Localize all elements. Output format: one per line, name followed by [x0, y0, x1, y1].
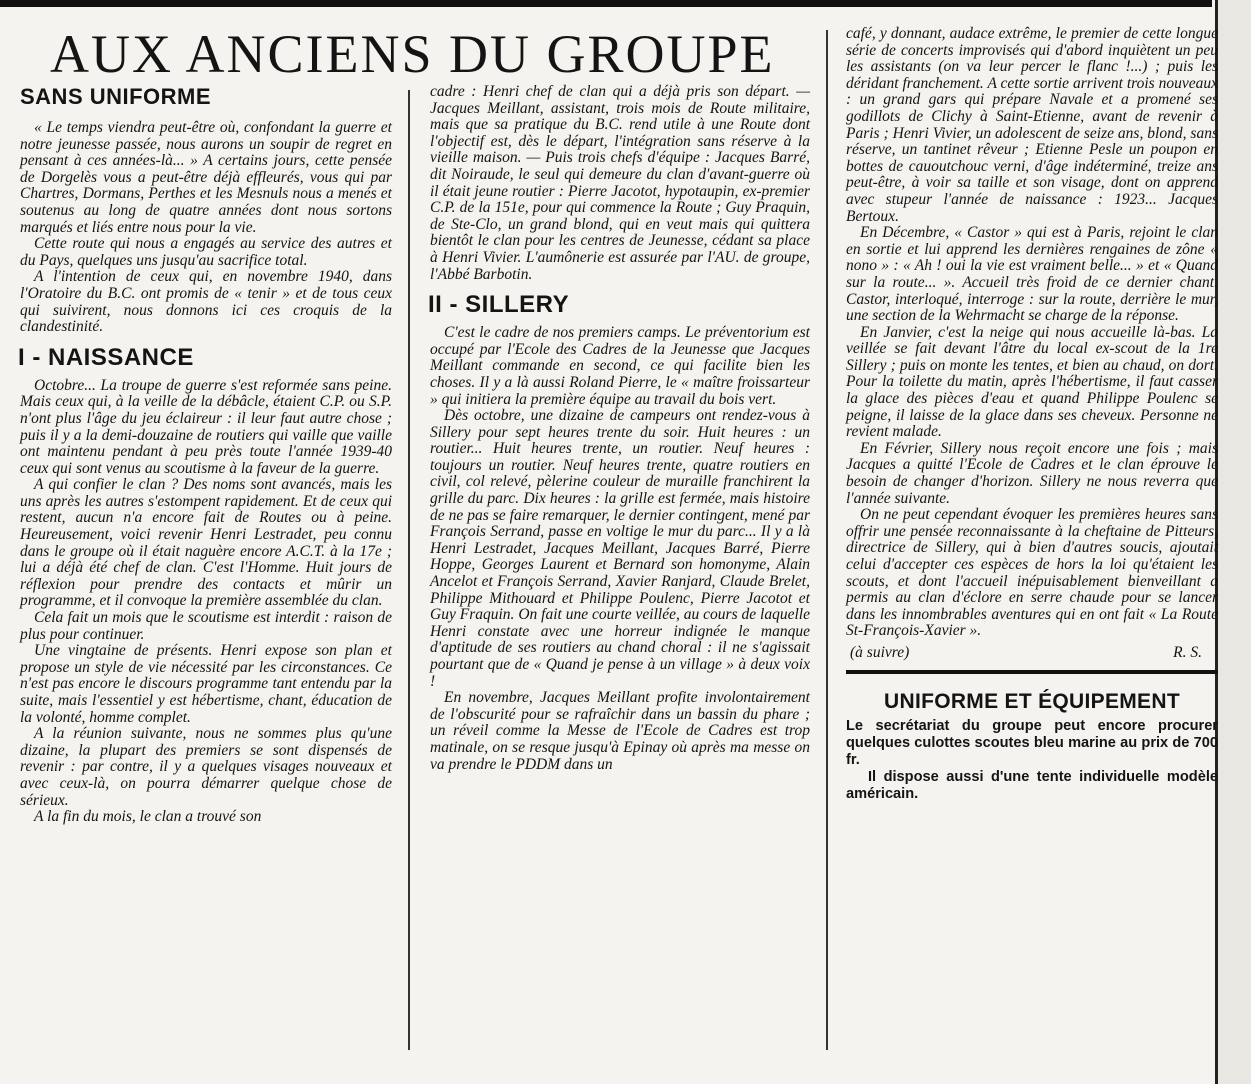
paragraph: Dès octobre, une dizaine de campeurs ont rendez-vous à Sillery pour sept heures trente du soir. Huit heures : un routier... Huit heures trente, un routier. Neuf heures : toujours un routier. Neuf heures trente, quatre routiers en civil, col relevé, pèlerine couleur de muraille franchirent la grille du parc. Dix heures : la grille est fermée, mais histoire de ne pas se faire remarquer, le dernier contingent, mené par François Serrand, passe en voltige le mur du parc... Il y a là Henri Lestradet, Jacques Meillant, Jacques Barré, Pierre Hoppe, Georges Laurent et Bernard son homonyme, Alain Ancelot et François Serrand, Xavier Ranjard, Claude Brelet, Philippe Mithouard et Philippe Poulenc, Pierre Jacotot et Guy Fraquin. On fait une courte veillée, au cours de laquelle Henri constate avec une horreur indignée le manque d'aptitude de ses routiers au chand choral : il ne s'agissait pourtant que de « Quand je pense à un village » à deux voix !	[430, 407, 810, 690]
signature-row	[850, 644, 1202, 662]
column-rule	[826, 30, 828, 1050]
paragraph: En Février, Sillery nous reçoit encore une fois ; mais Jacques a quitté l'Ecole de Cadres et le clan éprouve le besoin de changer d'horizon. Sillery ne nous reverra que l'année suivante.	[846, 439, 1218, 507]
notice-paragraph: Le secrétariat du groupe peut encore procurer quelques culottes scoutes bleu marine au prix de 700 fr.	[846, 717, 1218, 768]
paragraph: A la fin du mois, le clan a trouvé son	[34, 808, 262, 826]
top-rule	[0, 0, 1212, 7]
column-1	[20, 84, 392, 826]
paragraph: café, y donnant, audace extrême, le premier de cette longue série de concerts improvisés qui d'abord inquiètent un peu les assistants (on va leur percer le flanc !...) ; puis les déridant franchement. A cette sortie arrivent trois nouveaux : un grand gars qui prépare Navale et a promené ses godillots de Clichy à Saint-Etienne, avant de revenir à Paris ; Henri Vivier, un adolescent de seize ans, blond, sans réserve, un tantinet rêveur ; Etienne Pesle un poupon en bottes de cauoutchouc verni, d'âge indéterminé, treize ans peut-être, à voir sa taille et son visage, dont on apprend avec stupeur l'année de naissance : 1923... Jacques Bertoux.	[846, 25, 1218, 225]
section-heading-naissance: I - NAISSANCE	[18, 343, 194, 371]
paragraph: Cette route qui nous a engagés au service des autres et du Pays, quelques uns jusqu'au sacrifice total.	[20, 235, 392, 269]
notice-paragraph: Il dispose aussi d'une tente individuelle modèle américain.	[846, 768, 1218, 802]
paragraph: A qui confier le clan ? Des noms sont avancés, mais les uns après les autres s'estompent rapidement. Et de ceux qui restent, aucun n'a encore fait de Routes ou à peine. Heureusement, voici revenir Henri Lestradet, peu connu dans le groupe où il était naguère encore A.C.T. à la 17e ; lui a déjà été chef de clan. C'est l'Homme. Huit jours de réflexion pour prendre des contacts et mûrir un programme, et il convoque la première assemblée du clan.	[20, 476, 392, 610]
author-initials: R. S.	[1173, 643, 1202, 661]
paragraph: Octobre... La troupe de guerre s'est reformée sans peine. Mais ceux qui, à la veille de la débâcle, étaient C.P. ou S.P. n'ont plus l'âge du jeu éclaireur : il leur faut autre chose ; puis il y a la demi-douzaine de routiers qui vaille que vaille ont maintenu pendant à peu près toute l'année 1939-40 ceux qui sont venus au scoutisme à la faveur de la guerre.	[20, 376, 392, 477]
paragraph: En Janvier, c'est la neige qui nous accueille là-bas. La veillée se fait devant l'âtre du local ex-scout de la 1re Sillery ; puis on monte les tentes, et bien au chaud, on dort. Pour la toilette du matin, après l'hébertisme, il faut casser la glace des pièces d'eau et quand Philippe Poulenc se peigne, il laisse de la glace dans ses cheveux. Personne ne revient malade.	[846, 323, 1218, 441]
paragraph: A la réunion suivante, nous ne sommes plus qu'une dizaine, la plupart des premiers se sont dispensés de revenir : par contre, il y a quelques visages nouveaux et avec ceux-là, on pourra démarrer quelque chose de sérieux.	[20, 725, 392, 809]
paragraph: En novembre, Jacques Meillant profite involontairement de l'obscurité pour se rafraîchir dans un bassin du phare ; un réveil comme la Messe de l'Ecole de Cadres est trop matinale, on se resque jusqu'à Epinay où après ma messe on va prendre le PDDM dans un	[430, 689, 810, 773]
to-be-continued: (à suivre)	[850, 643, 910, 661]
paragraph: Une vingtaine de présents. Henri expose son plan et propose un style de vie nécessité par les circonstances. Ce n'est pas encore le discours programme tant entendu par la suite, mais l'essentiel y est hébertisme, chant, éducation de la volonté, homme complet.	[20, 642, 392, 726]
notice-title: UNIFORME ET ÉQUIPEMENT	[884, 689, 1180, 713]
paragraph: Cela fait un mois que le scoutisme est interdit : raison de plus pour continuer.	[20, 609, 392, 643]
section-heading-sans-uniforme: SANS UNIFORME	[20, 84, 212, 109]
page-edge	[1215, 0, 1251, 1084]
column-rule	[408, 90, 410, 1050]
paragraph: A l'intention de ceux qui, en novembre 1940, dans l'Oratoire du B.C. ont promis de « tenir » et de tous ceux qui suivirent, nous donnons ici ces croquis de la clandestinité.	[20, 268, 392, 336]
paragraph: En Décembre, « Castor » qui est à Paris, rejoint le clan en sortie et lui apprend les dernières rengaines de zône « nono » : « Ah ! oui la vie est vraiment belle... » et « Quand sur la route... ». Accueil très froid de ce dernier chant. Castor, interloqué, interroge : sur la route, derrière le mur, une section de la Wehrmacht se charge de la réponse.	[846, 224, 1218, 325]
article-title: AUX ANCIENS DU GROUPE	[50, 24, 775, 84]
box-rule	[846, 670, 1218, 674]
paragraph: cadre : Henri chef de clan qui a déjà pris son départ. — Jacques Meillant, assistant, trois mois de Route militaire, mais que sa pratique du B.C. rend utile à une Route dont l'objectif est, dès le départ, l'intégration sans réserve à la vieille maison. — Puis trois chefs d'équipe : Jacques Barré, dit Noiraude, le seul qui demeure du clan d'avant-guerre où il était jeune routier : Pierre Jacotot, hypotaupin, ex-premier C.P. de la 151e, pour qui commence la Route ; Guy Praquin, de Ste-Clo, un grand blond, qui en veut mais qui quittera bientôt le clan pour les centres de Jeunesse, cédant sa place à Henri Vivier. L'aumônerie est assurée par l'AU. de groupe, l'Abbé Barbotin.	[430, 83, 810, 283]
section-heading-sillery: II - SILLERY	[428, 291, 570, 319]
paragraph: « Le temps viendra peut-être où, confondant la guerre et notre jeunesse passée, nous aurons un soupir de regret en pensant à ces années-là... » A certains jours, cette pensée de Dorgelès vous a peut-être déjà effleurés, vous qui par Chartres, Dormans, Perthes et les Mesnuls nous a menés et soutenus au long de quatre années dont nous sortons marqués et liés entre nous pour la vie.	[20, 119, 392, 236]
paragraph: C'est le cadre de nos premiers camps. Le préventorium est occupé par l'Ecole des Cadres de la Jeunesse que Jacques Meillant commande en second, ce qui facilite bien les choses. Il y a là aussi Roland Pierre, le « maître froissarteur » qui initiera la première équipe au travail du bois vert.	[430, 324, 810, 408]
column-2	[430, 84, 810, 773]
paragraph: On ne peut cependant évoquer les premières heures sans offrir une pensée reconnaissante à la cheftaine de Pitteurs, directrice de Sillery, qui à bien d'autres soucis, ajoutait celui d'accepter ces espèces de hors la loi qu'étaient les scouts, et dont l'accueil inépuisablement bienveillant a permis au clan d'éclore en serre chaude pour se lancer dans les innombrables aventures qui en ont fait « La Route St-François-Xavier ».	[846, 506, 1218, 640]
column-3	[846, 26, 1218, 803]
